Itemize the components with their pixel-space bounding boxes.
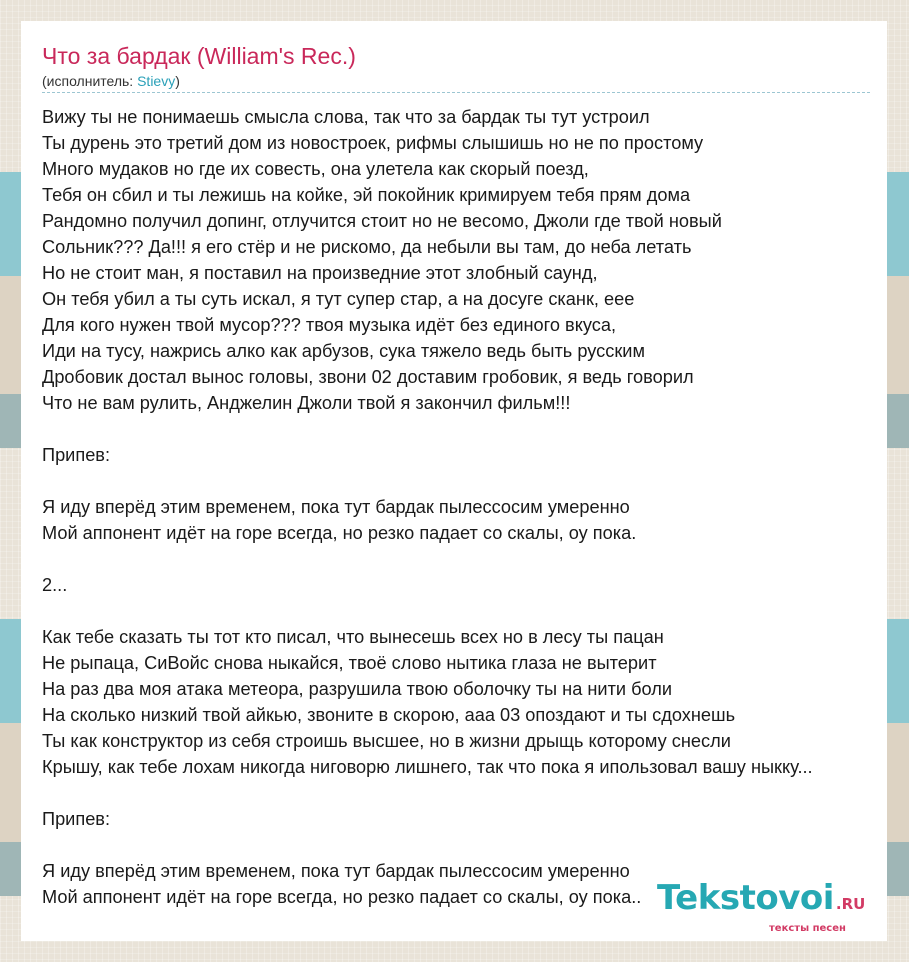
- lyric-line: [42, 546, 813, 572]
- lyric-line: 2...: [42, 575, 68, 595]
- lyric-line: Дробовик достал вынос головы, звони 02 доставим гробовик, я ведь говорил: [42, 367, 694, 387]
- lyric-line: Как тебе сказать ты тот кто писал, что вынесешь всех но в лесу ты пацан: [42, 627, 664, 647]
- artist-line: [42, 73, 180, 89]
- song-title: Что за бардак (William's Rec.): [42, 43, 356, 69]
- lyric-line: Иди на тусу, нажрись алко как арбузов, сука тяжело ведь быть русским: [42, 341, 645, 361]
- logo-wordmark: Tekstovoi: [657, 878, 834, 918]
- lyric-line: Я иду вперёд этим временем, пока тут бардак пылессосим умеренно: [42, 497, 630, 517]
- lyric-line: [42, 468, 813, 494]
- logo-tagline: тексты песен: [769, 923, 846, 934]
- lyric-line: Ты дурень это третий дом из новостроек, рифмы слышишь но не по простому: [42, 133, 704, 153]
- artist-suffix: ): [175, 73, 180, 89]
- lyric-line: Не рыпаца, СиВойс снова ныкайся, твоё слово нытика глаза не вытерит: [42, 653, 657, 673]
- site-logo[interactable]: [657, 878, 866, 934]
- lyric-line: Для кого нужен твой мусор??? твоя музыка идёт без единого вкуса,: [42, 315, 617, 335]
- lyric-line: Он тебя убил а ты суть искал, я тут супер стар, а на досуге сканк, еее: [42, 289, 635, 309]
- lyric-line: Ты как конструктор из себя строишь высшее, но в жизни дрыщь которому снесли: [42, 731, 731, 751]
- lyric-line: Что не вам рулить, Анджелин Джоли твой я закончил фильм!!!: [42, 393, 571, 413]
- lyric-line: На сколько низкий твой айкью, звоните в скорою, ааа 03 опоздают и ты сдохнешь: [42, 705, 736, 725]
- artist-link[interactable]: Stievy: [137, 73, 176, 89]
- lyric-line: Мой аппонент идёт на горе всегда, но резко падает со скалы, оу пока.: [42, 523, 637, 543]
- lyric-line: [42, 832, 813, 858]
- lyric-line: Вижу ты не понимаешь смысла слова, так что за бардак ты тут устроил: [42, 107, 650, 127]
- lyric-line: Тебя он сбил и ты лежишь на койке, эй покойник кримируем тебя прям дома: [42, 185, 691, 205]
- lyric-line: Припев:: [42, 445, 111, 465]
- lyric-line: Сольник??? Да!!! я его стёр и не рискомо, да небыли вы там, до неба летать: [42, 237, 692, 257]
- lyric-line: Я иду вперёд этим временем, пока тут бардак пылессосим умеренно: [42, 861, 630, 881]
- lyric-line: На раз два моя атака метеора, разрушила твою оболочку ты на нити боли: [42, 679, 673, 699]
- lyric-line: [42, 416, 813, 442]
- artist-prefix: (исполнитель:: [42, 73, 138, 89]
- lyric-line: Крышу, как тебе лохам никогда ниговорю лишнего, так что пока я ипользовал вашу ныкку...: [42, 757, 813, 777]
- lyric-line: [42, 780, 813, 806]
- lyrics-card: [21, 21, 887, 941]
- lyric-line: Припев:: [42, 809, 111, 829]
- lyric-line: Мой аппонент идёт на горе всегда, но резко падает со скалы, оу пока..: [42, 887, 642, 907]
- lyrics-text: [42, 104, 813, 910]
- lyric-line: Много мудаков но где их совесть, она улетела как скорый поезд,: [42, 159, 589, 179]
- lyric-line: Рандомно получил допинг, отлучится стоит но не весомо, Джоли где твой новый: [42, 211, 722, 231]
- lyric-line: [42, 598, 813, 624]
- title-divider: [42, 92, 870, 93]
- logo-domain: .RU: [835, 895, 866, 913]
- lyric-line: Но не стоит ман, я поставил на произведние этот злобный саунд,: [42, 263, 598, 283]
